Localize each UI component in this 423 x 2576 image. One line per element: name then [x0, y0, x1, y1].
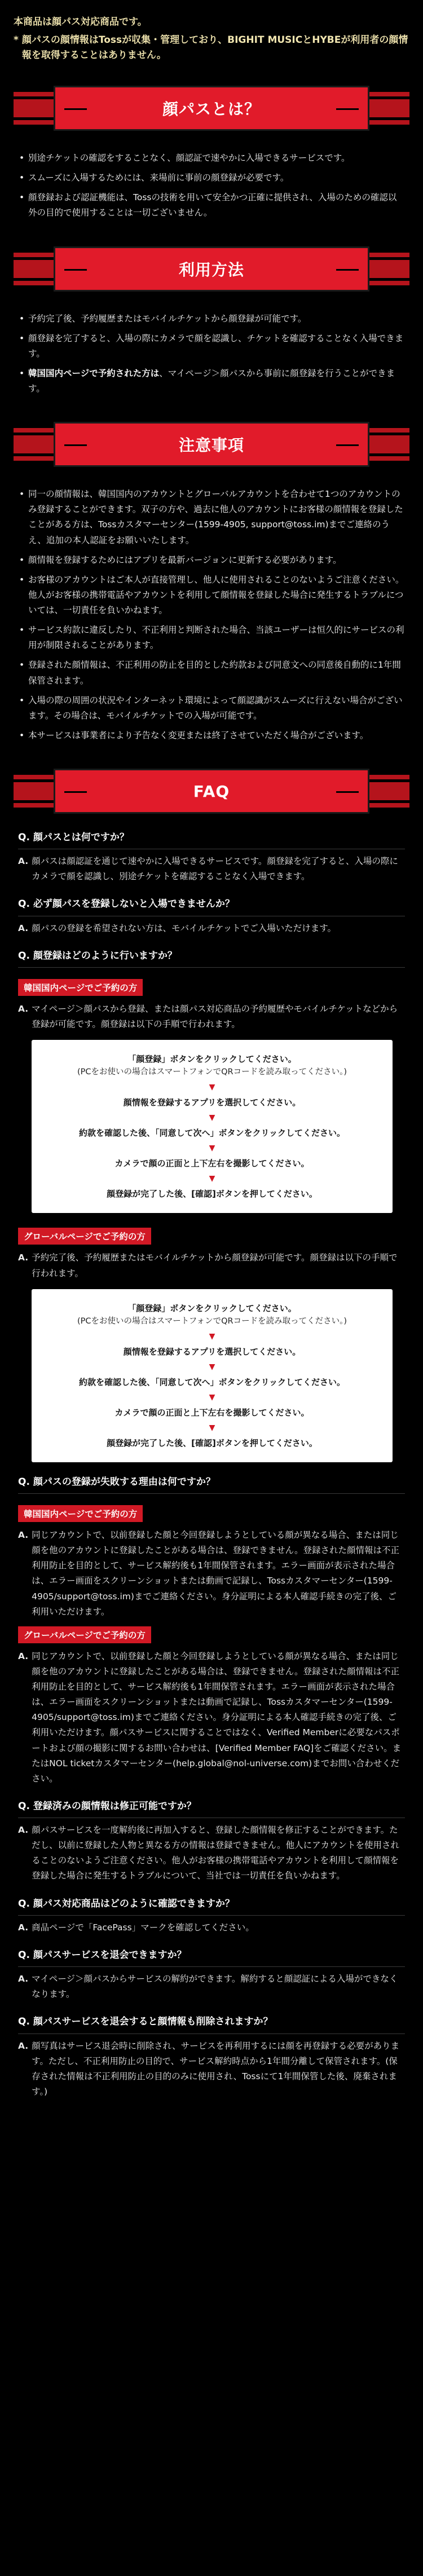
- step: 顔登録が完了した後、[確認]ボタンを押してください。: [107, 1437, 318, 1448]
- list-item: • 登録された顔情報は、不正利用の防止を目的とした約款および同意文への同意後自動的に1年間保管されます。: [18, 658, 405, 688]
- question-text: 顔パスサービスを退会できますか？: [33, 1949, 187, 1961]
- a-prefix: A.: [18, 1252, 29, 1263]
- faq-answer: [18, 1250, 405, 1281]
- steps-box: [32, 1040, 393, 1213]
- answer-text: 顔写真はサービス退会時に削除され、サービスを再利用するには顔を再登録する必要があります。ただし、不正利用防止の目的で、サービス解約時点から1年間分離して保管されます。(保存された情報は不正利用防止の目的のみに使用され、Tossにて1年間保管した後、廃棄されます。): [32, 2040, 400, 2097]
- list-item: • 別途チケットの確認をすることなく、顔認証で速やかに入場できるサービスです。: [18, 151, 405, 166]
- answer-text: 予約完了後、予約履歴またはモバイルチケットから顔登録が可能です。顔登録は以下の手順で行われます。: [32, 1252, 398, 1278]
- answer-text: 同じアカウントで、以前登録した顔と今回登録しようとしている顔が異なる場合、または同じ顔を他のアカウントに登録したことがある場合は、登録できません。登録された顔情報は不正利用防止を目的として、サービス解約後も1年間保管されます。エラー画面が表示された場合は、エラー画面をスクリーンショットまたは動画で記録し、Tossカスタマーセンター(1599-4905/support@toss.im)までご連絡ください。身分証明による本人確認手続きの完了後、ご利用いただけます。顔パスサービスに関することではなく、Verified Memberに必要なパスポートおよび顔の撮影に関するお問い合わせは、[Verified Member FAQ]をご確認ください。またはNOL ticketカスタマーセンター(help.global@nol-universe.com)までお問い合わせください。: [32, 1651, 402, 1784]
- question-text: 顔パスサービスを退会すると顔情報も削除されますか？: [33, 2016, 273, 2028]
- faq-item: [18, 830, 405, 884]
- step-text: 「顔登録」ボタンをクリックしてください。: [127, 1303, 297, 1313]
- faq-question: [18, 949, 405, 968]
- a-prefix: A.: [18, 1651, 29, 1661]
- q-prefix: Q.: [18, 2016, 30, 2028]
- faq-question: [18, 830, 405, 849]
- arrow-down-icon: ▼: [209, 1083, 215, 1092]
- usage-list: [14, 298, 409, 397]
- arrow-down-icon: ▼: [209, 1362, 215, 1371]
- faq-answer: [18, 2039, 405, 2100]
- section-banner: [14, 762, 409, 820]
- list-item: • サービス約款に違反したり、不正利用と判断された場合、当該ユーザーは恒久的にサービスの利用が制限されることがあります。: [18, 623, 405, 653]
- top-notes: [0, 15, 423, 80]
- step: 顔情報を登録するアプリを選択してください。: [123, 1346, 301, 1357]
- faq-item: [18, 1799, 405, 1884]
- faq-answer: [18, 1002, 405, 1032]
- a-prefix: A.: [18, 1530, 29, 1541]
- tag-global: グローバルページでご予約の方: [18, 1626, 151, 1643]
- tag-global: グローバルページでご予約の方: [18, 1228, 151, 1245]
- q-prefix: Q.: [18, 950, 30, 961]
- question-text: 顔登録はどのように行いますか？: [33, 950, 177, 961]
- section-banner: [14, 240, 409, 298]
- q-prefix: Q.: [18, 1476, 30, 1488]
- asterisk: *: [14, 34, 19, 46]
- a-prefix: A.: [18, 1922, 29, 1933]
- q-prefix: Q.: [18, 898, 30, 910]
- list-item: • 同一の顔情報は、韓国国内のアカウントとグローバルアカウントを合わせて1つのアカウントのみ登録することができます。双子の方や、過去に他人のアカウントにお客様の顔情報を登録したことがある方は、Tossカスタマーセンター(1599-4905, support@toss.im)までご連絡のうえ、追加の本人認証をお願いいたします。: [18, 487, 405, 548]
- q-prefix: Q.: [18, 1800, 30, 1812]
- faq-question: [18, 2014, 405, 2034]
- faq-item: [18, 1948, 405, 2002]
- faq-question: [18, 1896, 405, 1916]
- step-subtext: (PCをお使いの場合はスマートフォンでQRコードを読み取ってください。): [77, 1068, 347, 1077]
- arrow-down-icon: ▼: [209, 1174, 215, 1184]
- question-text: 顔パス対応商品はどのように確認できますか？: [33, 1898, 235, 1909]
- section-title: 利用方法: [178, 260, 244, 279]
- section-title: FAQ: [193, 782, 230, 801]
- faq-item: [18, 1475, 405, 1787]
- faq-answer: [18, 1971, 405, 2002]
- a-prefix: A.: [18, 2040, 29, 2051]
- faq-item: [18, 897, 405, 936]
- q-prefix: Q.: [18, 1949, 30, 1961]
- faq-answer: [18, 1823, 405, 1884]
- answer-text: 同じアカウントで、以前登録した顔と今回登録しようとしている顔が異なる場合、または同じ顔を他のアカウントに登録したことがある場合は、登録できません。登録された顔情報は不正利用防止を目的として、サービス解約後も1年間保管されます。エラー画面が表示された場合は、エラー画面をスクリーンショットまたは動画で記録し、Tossカスタマーセンター(1599-4905/support@toss.im)までご連絡ください。身分証明による本人確認手続きの完了後、ご利用いただけます。: [32, 1530, 399, 1617]
- arrow-down-icon: ▼: [209, 1423, 215, 1432]
- question-text: 登録済みの顔情報は修正可能ですか？: [33, 1800, 196, 1812]
- list-item: • 本サービスは事業者により予告なく変更または終了させていただく場合がございます。: [18, 728, 405, 743]
- a-prefix: A.: [18, 856, 29, 867]
- list-item: • 顔情報を登録するためにはアプリを最新バージョンに更新する必要があります。: [18, 553, 405, 568]
- list-item: • 顔登録および認証機能は、Tossの技術を用いて安全かつ正確に提供され、入場のための確認以外の目的で使用することは一切ございません。: [18, 190, 405, 220]
- step: 約款を確認した後、「同意して次へ」ボタンをクリックしてください。: [79, 1377, 345, 1387]
- list-item: • お客様のアカウントはご本人が直接管理し、他人に使用されることのないようご注意ください。他人がお客様の携帯電話やアカウントを利用して顔情報を登録した場合に発生するトラブルについては、一切責任を負いかねます。: [18, 572, 405, 618]
- a-prefix: A.: [18, 1003, 29, 1014]
- step: カメラで顔の正面と上下左右を撮影してください。: [114, 1158, 310, 1169]
- a-prefix: A.: [18, 923, 29, 933]
- section-usage: [0, 240, 423, 397]
- a-prefix: A.: [18, 1974, 29, 1984]
- answer-text: 商品ページで「FacePass」マークを確認してください。: [32, 1922, 254, 1933]
- faq-question: [18, 1948, 405, 1967]
- faq-item: [18, 2014, 405, 2099]
- arrow-down-icon: ▼: [209, 1331, 215, 1341]
- faq-answer: [18, 854, 405, 884]
- answer-text: 顔パスサービスを一度解約後に再加入すると、登録した顔情報を修正することができます。ただし、以前に登録した人物と異なる方の情報は登録できません。他人にアカウントを使用されることのないようご注意ください。他人がお客様の携帯電話やアカウントを利用して顔情報を登録した場合に発生するトラブルについて、当社では一切責任を負いかねます。: [32, 1825, 399, 1881]
- tag-korea: 韓国国内ページでご予約の方: [18, 1505, 143, 1522]
- step: [41, 1050, 384, 1081]
- step: [41, 1299, 384, 1330]
- step-text: 「顔登録」ボタンをクリックしてください。: [127, 1054, 297, 1065]
- privacy-note: [14, 33, 409, 63]
- about-list: [14, 137, 409, 221]
- notes-list: [14, 473, 409, 743]
- step-subtext: (PCをお使いの場合はスマートフォンでQRコードを読み取ってください。): [77, 1316, 347, 1326]
- faq-question: [18, 897, 405, 916]
- answer-text: マイページ＞顔パスからサービスの解約ができます。解約すると顔認証による入場ができなくなります。: [32, 1974, 398, 2000]
- answer-text: 顔パスの登録を希望されない方は、モバイルチケットでご入場いただけます。: [32, 923, 337, 933]
- bold-prefix: 韓国国内ページで予約された方は: [28, 368, 160, 378]
- privacy-note-text: 顔パスの顔情報はTossが収集・管理しており、BIGHIT MUSICとHYBEが利用者の顔情報を取得することはありません。: [21, 34, 408, 61]
- answer-text: マイページ＞顔パスから登録、または顔パス対応商品の予約履歴やモバイルチケットなどから登録が可能です。顔登録は以下の手順で行われます。: [32, 1003, 398, 1030]
- section-notes: [0, 416, 423, 743]
- list-item: • 予約完了後、予約履歴またはモバイルチケットから顔登録が可能です。: [18, 311, 405, 327]
- section-faq: [0, 762, 423, 2099]
- question-text: 必ず顔パスを登録しないと入場できませんか？: [33, 898, 235, 910]
- list-item: • 顔登録を完了すると、入場の際にカメラで顔を認識し、チケットを確認することなく入場できます。: [18, 331, 405, 361]
- faq-list: [14, 820, 409, 2099]
- faq-item: [18, 1896, 405, 1935]
- question-text: 顔パスとは何ですか？: [33, 832, 129, 844]
- arrow-down-icon: ▼: [209, 1144, 215, 1153]
- list-item: • 入場の際の周囲の状況やインターネット環境によって顔認識がスムーズに行えない場合がございます。その場合は、モバイルチケットでの入場が可能です。: [18, 693, 405, 724]
- faq-answer: [18, 1649, 405, 1787]
- section-banner: [14, 416, 409, 473]
- list-item: • スムーズに入場するためには、来場前に事前の顔登録が必要です。: [18, 170, 405, 186]
- a-prefix: A.: [18, 1825, 29, 1836]
- arrow-down-icon: ▼: [209, 1113, 215, 1123]
- section-banner: [14, 80, 409, 137]
- faq-answer: [18, 921, 405, 936]
- q-prefix: Q.: [18, 1898, 30, 1909]
- step: 約款を確認した後、「同意して次へ」ボタンをクリックしてください。: [79, 1128, 345, 1139]
- step: カメラで顔の正面と上下左右を撮影してください。: [114, 1407, 310, 1418]
- steps-box: [32, 1289, 393, 1462]
- arrow-down-icon: ▼: [209, 1392, 215, 1402]
- answer-text: 顔パスは顔認証を通じて速やかに入場できるサービスです。顔登録を完了すると、入場の際にカメラで顔を認識し、別途チケットを確認することなく入場できます。: [32, 856, 398, 882]
- question-text: 顔パスの登録が失敗する理由は何ですか？: [33, 1476, 215, 1488]
- faq-answer: [18, 1528, 405, 1620]
- q-prefix: Q.: [18, 832, 30, 844]
- faq-answer: [18, 1920, 405, 1935]
- section-title: 注意事項: [178, 436, 244, 455]
- faq-question: [18, 1475, 405, 1494]
- step: 顔登録が完了した後、[確認]ボタンを押してください。: [107, 1189, 318, 1199]
- facepass-product-note: 本商品は顔パス対応商品です。: [14, 16, 147, 28]
- step: 顔情報を登録するアプリを選択してください。: [123, 1097, 301, 1108]
- section-about: [0, 80, 423, 221]
- tag-korea: 韓国国内ページでご予約の方: [18, 979, 143, 996]
- list-item: [18, 366, 405, 396]
- faq-item: [18, 949, 405, 1462]
- list-item-rest: 、マイページ＞顔パスから事前に顔登録を行うことができます。: [28, 368, 395, 394]
- section-title: 顔パスとは？: [162, 100, 261, 119]
- faq-question: [18, 1799, 405, 1818]
